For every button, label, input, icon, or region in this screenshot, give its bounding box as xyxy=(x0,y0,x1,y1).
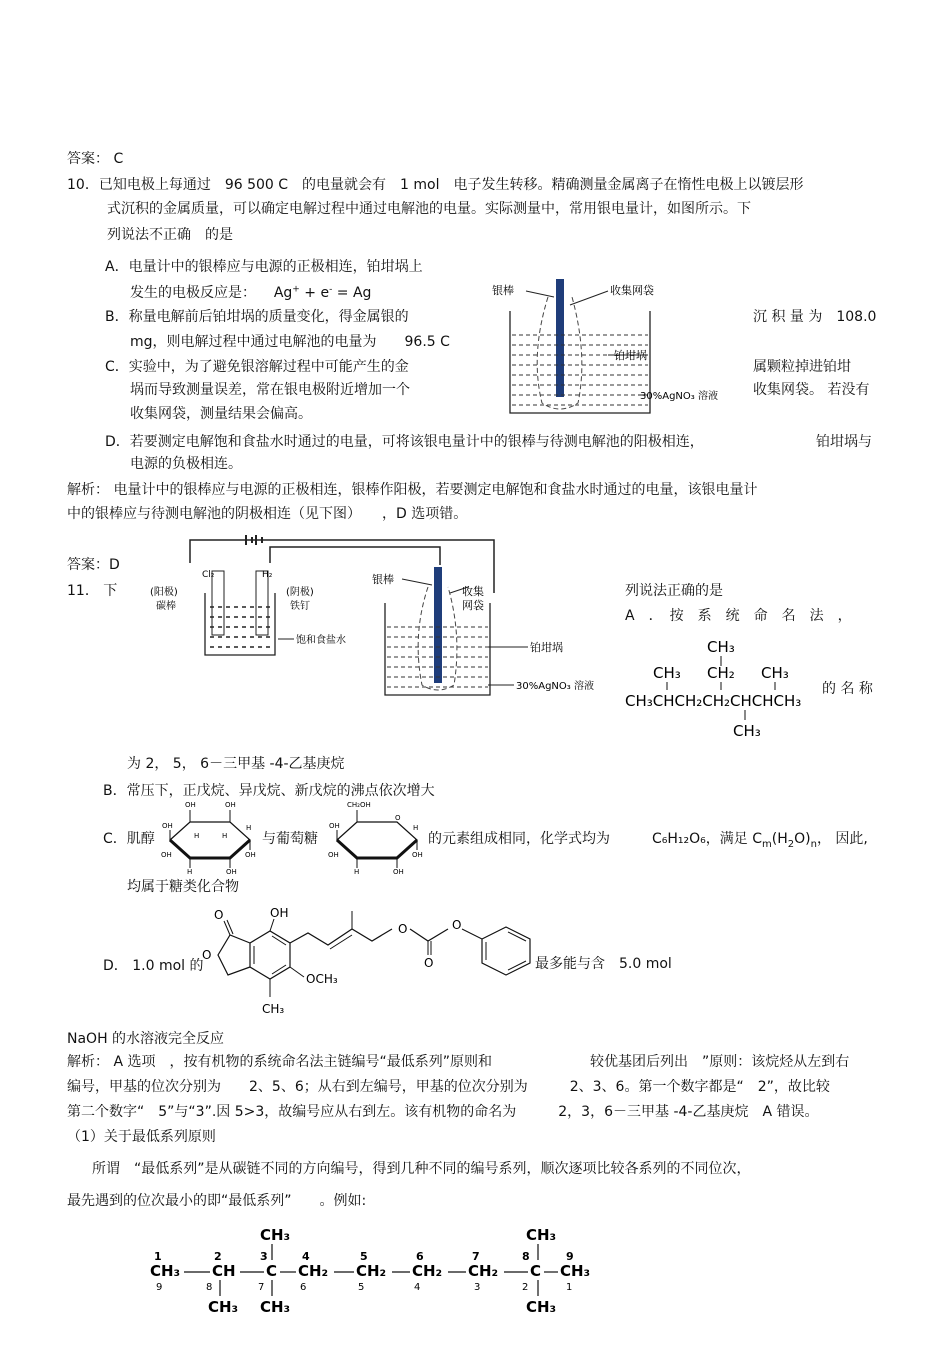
q11-analysis-line1a: 解析： A 选项 ，按有机物的系统命名法主链编号“最低系列”原则和 xyxy=(67,1054,492,1070)
solution-2-label: 30%AgNO₃ 溶液 xyxy=(516,681,594,692)
inositol-h-2: H xyxy=(246,824,252,832)
q11-option-c-formula-text: 的元素组成相同，化学式均为 xyxy=(428,831,610,847)
brine-label: 饱和食盐水 xyxy=(296,635,346,646)
glucose-oh-1: OH xyxy=(329,822,340,830)
q10-option-c-right1: 属颗粒掉进铂坩 xyxy=(753,359,851,375)
example-top-number-1: 1 xyxy=(154,1250,162,1263)
q11-option-b: B．常压下，正戊烷、异戊烷、新戊烷的沸点依次增大 xyxy=(103,783,435,799)
inositol-h-3: H xyxy=(194,832,200,840)
struct-a-main-chain: CH₃CHCH₂CH₂CHCHCH₃ xyxy=(625,692,802,710)
example-chain-structure xyxy=(150,1222,610,1322)
carbon-rod-label: 碳棒 xyxy=(156,601,176,612)
crucible-2-label: 铂坩埚 xyxy=(530,641,563,654)
example-bottom-number-1: 9 xyxy=(156,1282,163,1293)
example-main-c4: CH₂ xyxy=(298,1262,329,1280)
solution-label: 30%AgNO₃ 溶液 xyxy=(640,391,718,402)
q11-option-c-line2: 均属于糖类化合物 xyxy=(127,879,239,895)
compound-d-carbonyl-o: O xyxy=(214,908,224,922)
q10-option-d-right: 铂坩埚与 xyxy=(816,434,872,450)
q11-analysis-line5: 所谓 “最低系列”是从碳链不同的方向编号，得到几种不同的编号系列，顺次逐项比较各系列的不同位次， xyxy=(92,1161,751,1177)
glucose-oh-2: OH xyxy=(412,851,423,859)
compound-d-ring-o: O xyxy=(202,948,212,962)
example-main-c9: CH₃ xyxy=(560,1262,591,1280)
struct-a-top-ch3: CH₃ xyxy=(707,638,735,656)
glucose-oh-4: OH xyxy=(393,868,404,876)
q10-line1: 10．已知电极上每通过 96 500 C 的电量就会有 1 mol 电子发生转移。精确测量金属离子在惰性电极上以镀层形 xyxy=(67,177,804,193)
q11-option-a-line2: 为 2， 5， 6－三甲基 -4-乙基庚烷 xyxy=(127,756,345,772)
compound-d-oh: OH xyxy=(270,906,289,920)
example-branch-bottom-1: CH₃ xyxy=(208,1298,239,1316)
q11-analysis-line4: （1）关于最低系列原则 xyxy=(67,1129,216,1145)
compound-d-ch3: CH₃ xyxy=(262,1002,285,1016)
silver-rod-2 xyxy=(434,567,442,683)
q11-option-a-line1: A ． 按 系 统 命 名 法 ， xyxy=(625,608,852,624)
q11-analysis-line3: 第二个数字“ 5”与“3”.因 5>3，故编号应从右到左。该有机物的命名为 2，3，6－三甲基 -4-乙基庚烷 A 错误。 xyxy=(67,1104,819,1120)
inositol-oh-5: OH xyxy=(161,851,172,859)
silver-rod-label: 银棒 xyxy=(492,284,514,297)
q11-option-c-label: C．肌醇 xyxy=(103,831,155,847)
q10-line3: 列说法不正确 的是 xyxy=(107,227,233,243)
example-top-number-2: 2 xyxy=(214,1250,222,1263)
struct-a-ch2: CH₂ xyxy=(707,664,735,682)
q11-option-d-line2: NaOH 的水溶液完全反应 xyxy=(67,1031,225,1047)
example-bottom-number-5: 5 xyxy=(358,1282,365,1293)
example-bottom-number-4: 6 xyxy=(300,1282,307,1293)
anode-label: (阳极) xyxy=(150,587,178,598)
example-bottom-number-2: 8 xyxy=(206,1282,213,1293)
q10-option-d-line2: 电源的负极相连。 xyxy=(130,456,242,472)
q10-option-a-line2: 发生的电极反应是： Ag+ + e- = Ag xyxy=(130,284,372,301)
inositol-oh-3: OH xyxy=(162,822,173,830)
q10-option-c-line1: C．实验中，为了避免银溶解过程中可能产生的金 xyxy=(105,359,409,375)
example-top-number-6: 6 xyxy=(416,1250,424,1263)
struct-a-bottom-ch3: CH₃ xyxy=(733,722,761,740)
q10-answer: 答案：D xyxy=(67,557,120,573)
electrolysis-figure-2 xyxy=(150,535,620,735)
q10-option-b-line1: B．称量电解前后铂坩埚的质量变化，得金属银的 xyxy=(105,309,409,325)
inositol-structure xyxy=(158,800,258,875)
q11-number: 11． 下 xyxy=(67,583,118,599)
struct-a-left-ch3: CH₃ xyxy=(653,664,681,682)
example-branch-top-2: CH₃ xyxy=(526,1226,557,1244)
electrolysis-beaker xyxy=(205,593,275,655)
cathode-label: (阴极) xyxy=(286,587,314,598)
example-branch-bottom-2: CH₃ xyxy=(260,1298,291,1316)
q10-option-b-line2: mg，则电解过程中通过电解池的电量为 96.5 C xyxy=(130,334,450,350)
silver-rod xyxy=(556,279,564,397)
q10-analysis-line2: 中的银棒应与待测电解池的阴极相连（见下图） ，D 选项错。 xyxy=(67,506,468,522)
q11-option-c-formula: C₆H₁₂O₆，满足 $C_m(H_2O)_n$， 因此, xyxy=(652,831,868,850)
net-bag-label: 收集网袋 xyxy=(610,284,654,297)
example-bottom-number-6: 4 xyxy=(414,1282,421,1293)
net-bag-2-label2: 网袋 xyxy=(462,599,484,612)
q10-option-c-line2: 埚而导致测量误差，常在银电极附近增加一个 xyxy=(130,382,410,398)
compound-d-structure xyxy=(200,905,540,1027)
example-top-number-3: 3 xyxy=(260,1250,268,1263)
q11-analysis-line6: 最先遇到的位次最小的即“最低系列” 。例如: xyxy=(67,1193,367,1209)
q10-option-b-right: 沉 积 量 为 108.0 xyxy=(753,309,877,325)
compound-d-och3: OCH₃ xyxy=(306,972,338,986)
example-main-c5: CH₂ xyxy=(356,1262,387,1280)
q11-option-a-name: 的 名 称 xyxy=(822,681,873,697)
glucose-ch2oh: CH₂OH xyxy=(347,801,371,809)
glucose-h-1: H xyxy=(354,868,360,876)
crucible-label: 铂坩埚 xyxy=(614,349,647,362)
q9-answer: 答案： C xyxy=(67,151,124,167)
q11-option-d-label: D． 1.0 mol 的 xyxy=(103,958,204,974)
struct-a-right-ch3: CH₃ xyxy=(761,664,789,682)
cl2-label: Cl₂ xyxy=(202,570,215,580)
example-bottom-number-8: 2 xyxy=(522,1282,529,1293)
silver-rod-2-label: 银棒 xyxy=(372,573,394,586)
glucose-oh-3: OH xyxy=(328,851,339,859)
example-main-c2: CH xyxy=(212,1262,236,1280)
q11-analysis-line2: 编号，甲基的位次分别为 2、5、6；从右到左编号，甲基的位次分别为 2、3、6。第一个数字都是“ 2”，故比较 xyxy=(67,1079,830,1095)
q11-analysis-line1b: 较优基团后列出 ”原则：该烷烃从左到右 xyxy=(590,1054,850,1070)
glucose-ring-o: O xyxy=(395,814,401,822)
example-main-c6: CH₂ xyxy=(412,1262,443,1280)
example-main-c1: CH₃ xyxy=(150,1262,181,1280)
example-main-c8: C xyxy=(530,1262,542,1280)
example-top-number-5: 5 xyxy=(360,1250,368,1263)
inositol-oh-1: OH xyxy=(185,801,196,809)
example-top-number-7: 7 xyxy=(472,1250,480,1263)
q10-option-a-line1: A．电量计中的银棒应与电源的正极相连，铂坩埚上 xyxy=(105,259,423,275)
q11-intro: 列说法正确的是 xyxy=(625,583,723,599)
example-main-c7: CH₂ xyxy=(468,1262,499,1280)
example-bottom-number-9: 1 xyxy=(566,1282,573,1293)
q10-option-c-line3: 收集网袋，测量结果会偏高。 xyxy=(130,406,312,422)
example-branch-bottom-3: CH₃ xyxy=(526,1298,557,1316)
coulometer-figure-1 xyxy=(490,275,750,425)
example-branch-top-1: CH₃ xyxy=(260,1226,291,1244)
q11-option-d-text: 最多能与含 5.0 mol xyxy=(535,956,672,972)
q10-line2: 式沉积的金属质量，可以确定电解过程中通过电解池的电量。实际测量中，常用银电量计，如图所示。下 xyxy=(107,201,751,217)
alkane-structure-a xyxy=(625,636,825,741)
example-top-number-8: 8 xyxy=(522,1250,530,1263)
q10-analysis-line1: 解析： 电量计中的银棒应与电源的正极相连，银棒作阳极，若要测定电解饱和食盐水时通过的电量，该银电量计 xyxy=(67,482,758,498)
q10-option-c-right2: 收集网袋。 若没有 xyxy=(753,382,870,398)
compound-d-ester-o: O xyxy=(398,922,408,936)
iron-nail-label: 铁钉 xyxy=(290,601,310,612)
q10-option-d-line1: D．若要测定电解饱和食盐水时通过的电量，可将该银电量计中的银棒与待测电解池的阳极相连， xyxy=(105,434,704,450)
example-bottom-number-3: 7 xyxy=(258,1282,265,1293)
net-bag-2-label1: 收集 xyxy=(462,585,484,598)
inositol-oh-2: OH xyxy=(225,801,236,809)
glucose-structure xyxy=(325,800,425,875)
example-main-c3: C xyxy=(266,1262,278,1280)
inositol-h-4: H xyxy=(222,832,228,840)
h2-label: H₂ xyxy=(262,570,273,580)
inositol-oh-4: OH xyxy=(245,851,256,859)
glucose-h-2: H xyxy=(413,824,419,832)
compound-d-phenoxy-o: O xyxy=(452,918,462,932)
example-top-number-9: 9 xyxy=(566,1250,574,1263)
inositol-h-1: H xyxy=(187,868,193,876)
example-top-number-4: 4 xyxy=(302,1250,310,1263)
example-bottom-number-7: 3 xyxy=(474,1282,481,1293)
inositol-oh-6: OH xyxy=(226,868,237,876)
q11-option-c-glucose-label: 与葡萄糖 xyxy=(262,831,318,847)
compound-d-carbonate-o: O xyxy=(424,956,434,970)
